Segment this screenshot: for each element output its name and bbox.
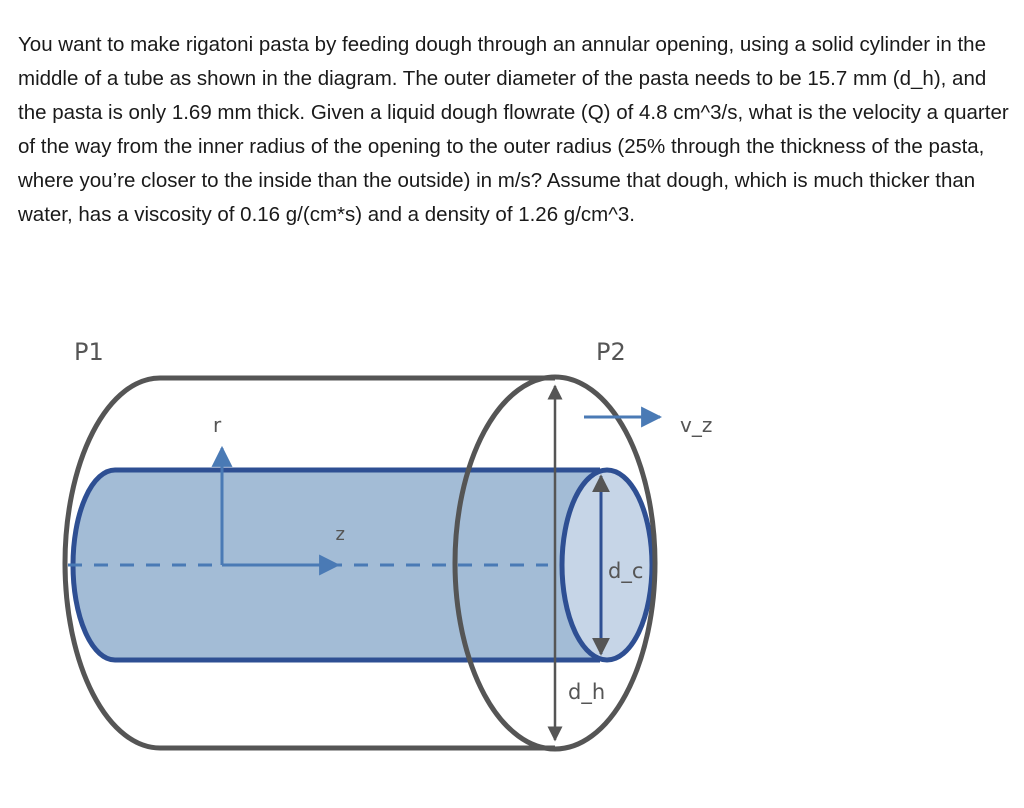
z-label: z — [335, 525, 345, 546]
p1-label: P1 — [74, 338, 104, 366]
dc-label: d_c — [608, 559, 644, 583]
vz-label: v_z — [680, 413, 713, 437]
r-label: r — [213, 413, 222, 437]
p2-label: P2 — [596, 338, 626, 366]
problem-statement: You want to make rigatoni pasta by feeding dough through an annular opening, using a solid cylinder in the middle of a tube as shown in the diagram. The outer diameter of the pasta needs to be 15.7 mm (d_h), and the pasta is only 1.69 mm thick. Given a liquid dough flowrate (Q) of 4.8 cm^3/s, what is the velocity a quarter of the way from the inner radius of the opening to the outer radius (25% through the thickness of the pasta, where you’re closer to the inside than the outside) in m/s? Assume that dough, which is much thicker than water, has a viscosity of 0.16 g/(cm*s) and a density of 1.26 g/cm^3. — [18, 33, 1009, 226]
dh-label: d_h — [568, 680, 606, 704]
